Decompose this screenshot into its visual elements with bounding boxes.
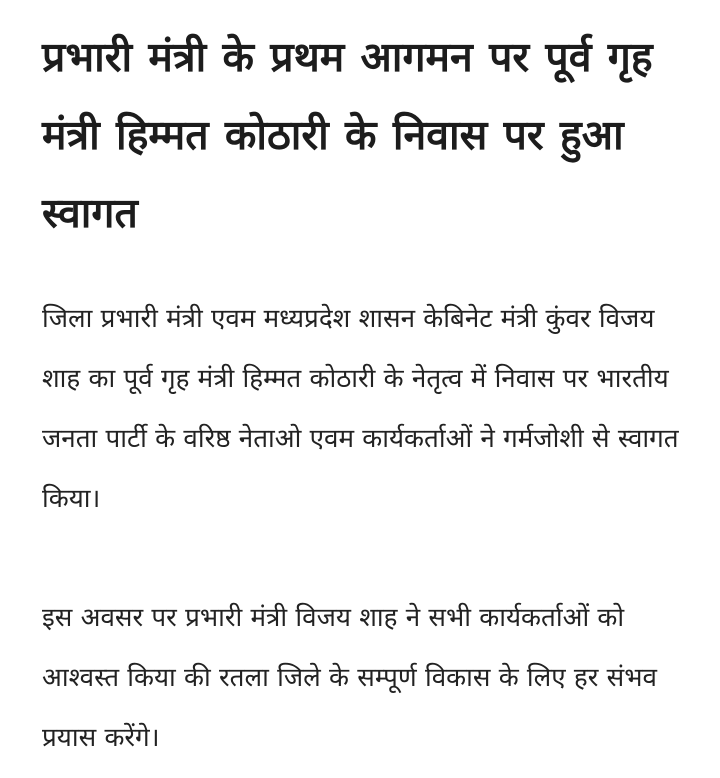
article-headline: प्रभारी मंत्री के प्रथम आगमन पर पूर्व गृह मंत्री हिम्मत कोठारी के निवास पर हुआ स्वागत (42, 33, 653, 237)
article-paragraph-2: इस अवसर पर प्रभारी मंत्री विजय शाह ने सभी कार्यकर्ताओं को आश्वस्त किया की रतला जिले के सम्पूर्ण विकास के लिए हर संभव प्रयास करेंगे। (42, 603, 657, 753)
article-paragraph-1: जिला प्रभारी मंत्री एवम मध्यप्रदेश शासन केबिनेट मंत्री कुंवर विजय शाह का पूर्व गृह मंत्री हिम्मत कोठारी के नेतृत्व में निवास पर भारतीय जनता पार्टी के वरिष्ठ नेताओ एवम कार्यकर्ताओं ने गर्मजोशी से स्वागत किया। (42, 304, 679, 514)
